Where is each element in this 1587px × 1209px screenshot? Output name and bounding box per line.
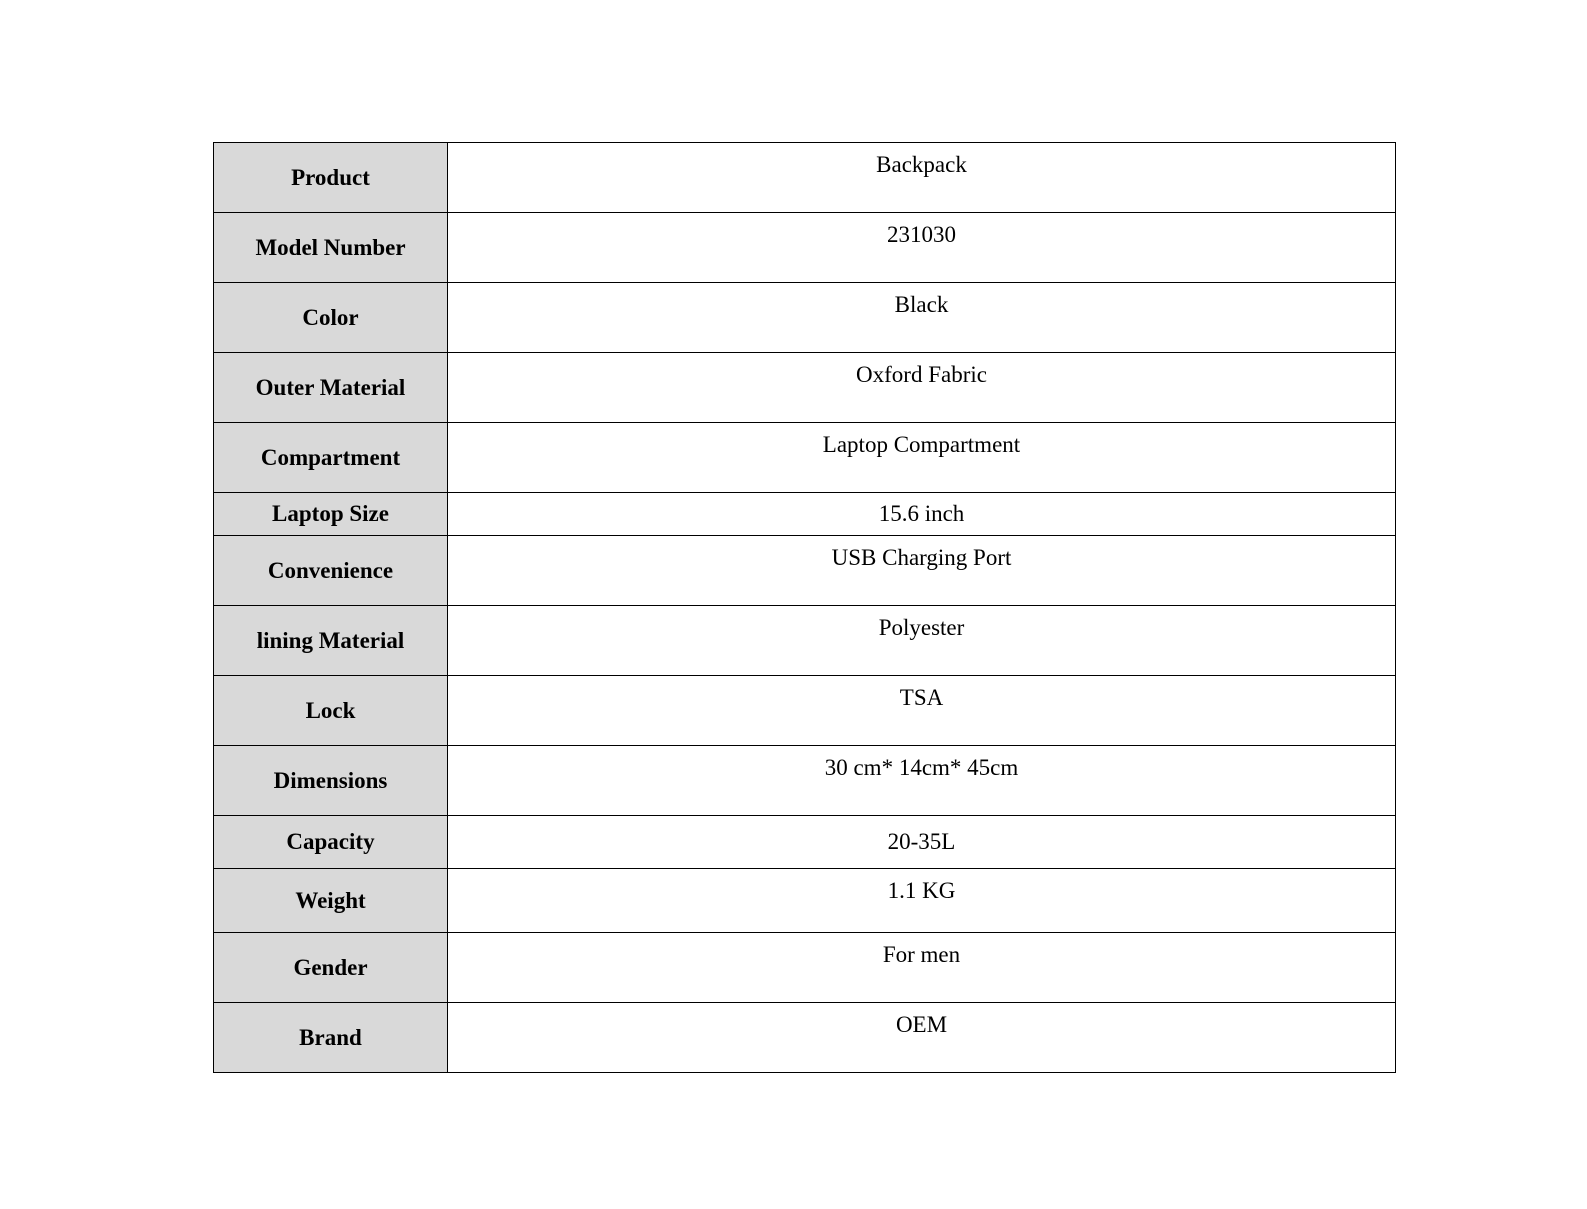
spec-value: For men (448, 933, 1396, 1003)
table-row (214, 933, 1396, 1003)
table-row (214, 536, 1396, 606)
table-row (214, 353, 1396, 423)
table-row (214, 423, 1396, 493)
spec-label: lining Material (214, 606, 448, 676)
table-row (214, 676, 1396, 746)
spec-label: Model Number (214, 213, 448, 283)
table-row (214, 816, 1396, 869)
spec-label: Color (214, 283, 448, 353)
spec-value: Laptop Compartment (448, 423, 1396, 493)
spec-label: Capacity (214, 816, 448, 869)
spec-value: TSA (448, 676, 1396, 746)
table-row (214, 606, 1396, 676)
table-row (214, 283, 1396, 353)
table-row (214, 746, 1396, 816)
spec-value: OEM (448, 1003, 1396, 1073)
spec-value: USB Charging Port (448, 536, 1396, 606)
spec-value: Oxford Fabric (448, 353, 1396, 423)
spec-value: 1.1 KG (448, 869, 1396, 933)
spec-label: Product (214, 143, 448, 213)
table-row (214, 493, 1396, 536)
spec-label: Dimensions (214, 746, 448, 816)
spec-label: Convenience (214, 536, 448, 606)
spec-value: Backpack (448, 143, 1396, 213)
table-row (214, 869, 1396, 933)
product-spec-table (213, 142, 1396, 1073)
spec-value: Black (448, 283, 1396, 353)
spec-label: Lock (214, 676, 448, 746)
spec-value: Polyester (448, 606, 1396, 676)
table-row (214, 213, 1396, 283)
spec-value: 30 cm* 14cm* 45cm (448, 746, 1396, 816)
table-row (214, 143, 1396, 213)
spec-value: 20-35L (448, 816, 1396, 869)
spec-value: 231030 (448, 213, 1396, 283)
spec-label: Gender (214, 933, 448, 1003)
spec-label: Laptop Size (214, 493, 448, 536)
spec-label: Brand (214, 1003, 448, 1073)
spec-label: Compartment (214, 423, 448, 493)
spec-label: Outer Material (214, 353, 448, 423)
table-row (214, 1003, 1396, 1073)
spec-value: 15.6 inch (448, 493, 1396, 536)
spec-label: Weight (214, 869, 448, 933)
